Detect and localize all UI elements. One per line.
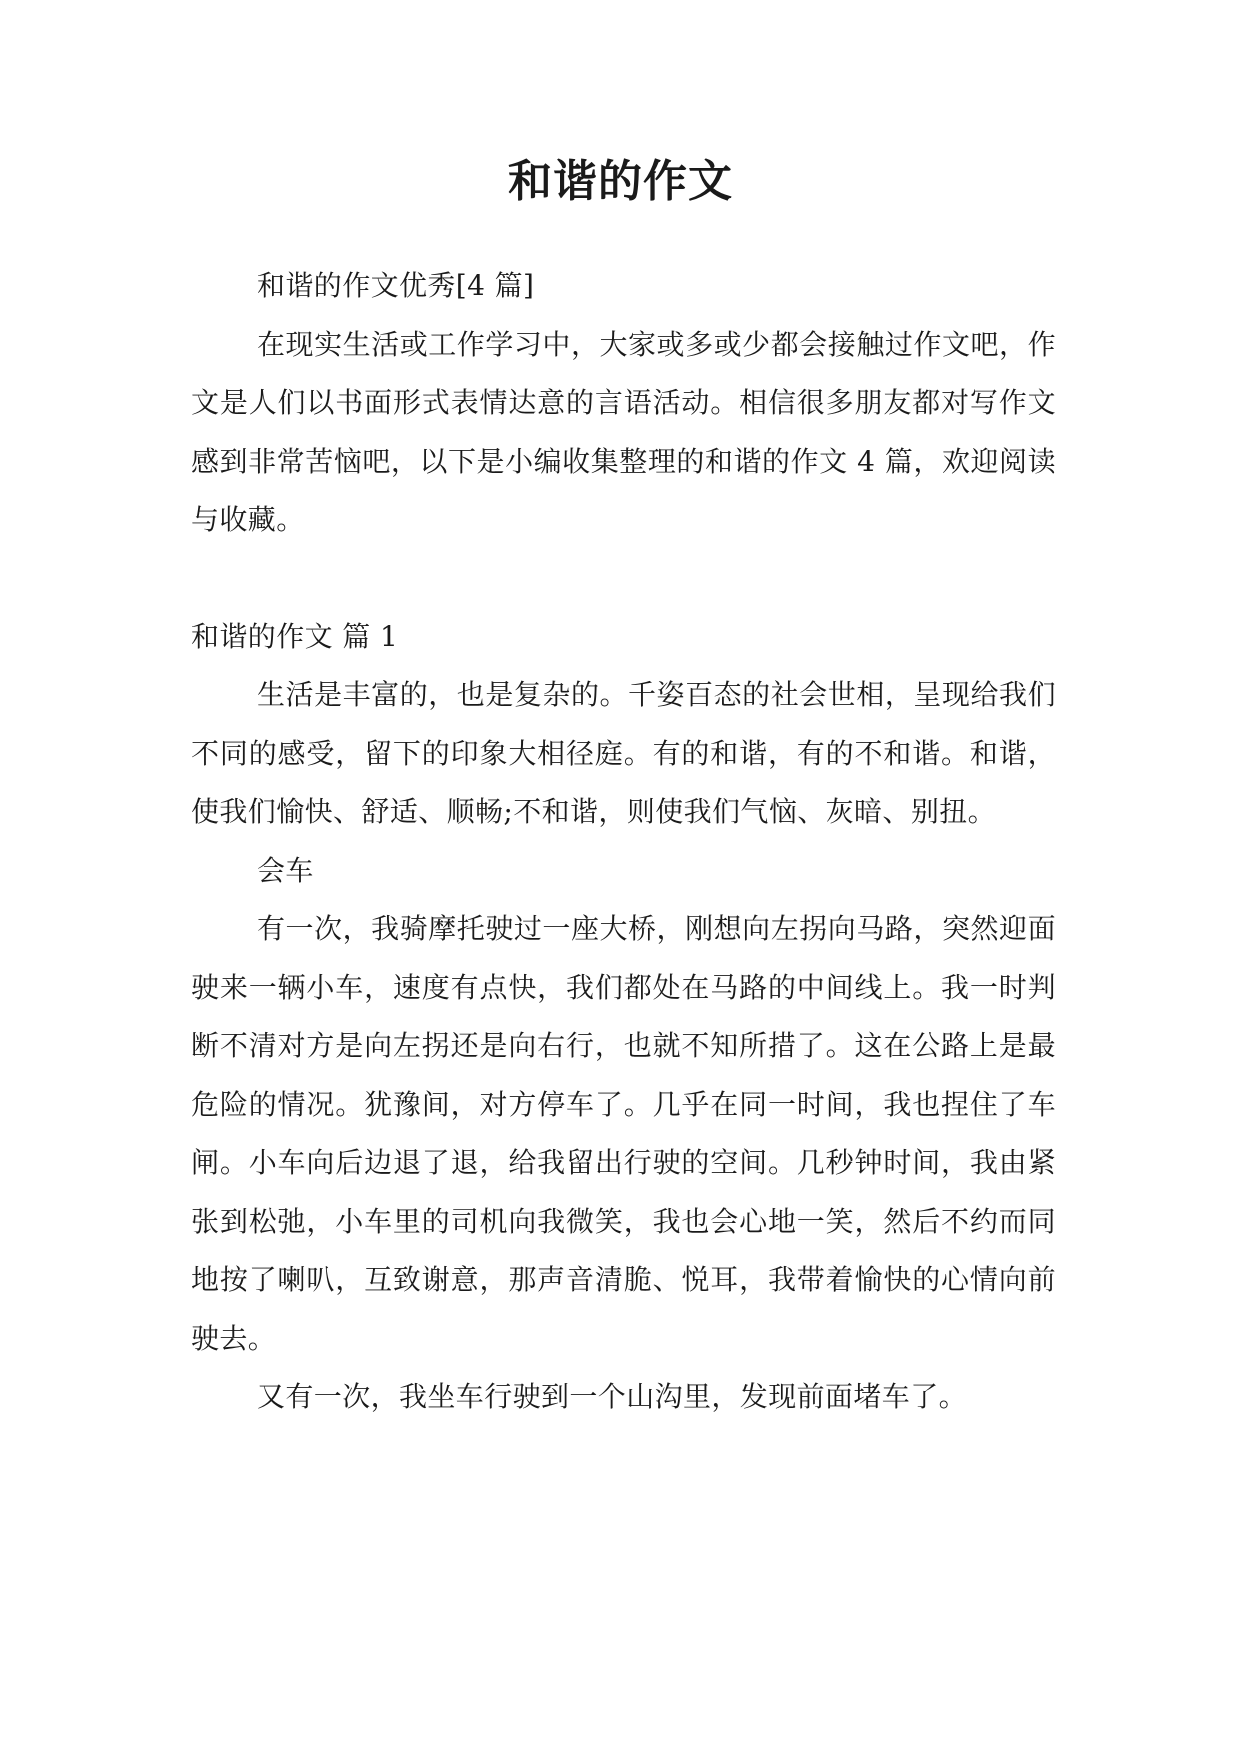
document-subtitle: 和谐的作文优秀[4 篇] (257, 269, 535, 302)
body-paragraph-subheading: 会车 (257, 853, 314, 887)
intro-paragraph: 在现实生活或工作学习中，大家或多或少都会接触过作文吧，作文是人们以书面形式表情达意的言语活动。相信很多朋友都对写作文感到非常苦恼吧，以下是小编收集整理的和谐的作文 4 篇，欢迎阅读与收藏。 (191, 327, 1056, 536)
document-title: 和谐的作文 (508, 156, 733, 207)
body-paragraph: 又有一次，我坐车行驶到一个山沟里，发现前面堵车了。 (257, 1380, 968, 1413)
body-paragraph: 生活是丰富的，也是复杂的。千姿百态的社会世相，呈现给我们不同的感受，留下的印象大相径庭。有的和谐，有的不和谐。和谐，使我们愉快、舒适、顺畅;不和谐，则使我们气恼、灰暗、别扭。 (191, 678, 1056, 828)
document-body (191, 257, 1056, 1427)
section-heading: 和谐的作文 篇 1 (191, 619, 399, 653)
body-paragraph: 有一次，我骑摩托驶过一座大桥，刚想向左拐向马路，突然迎面驶来一辆小车，速度有点快，我们都处在马路的中间线上。我一时判断不清对方是向左拐还是向右行，也就不知所措了。这在公路上是最危险的情况。犹豫间，对方停车了。几乎在同一时间，我也捏住了车闸。小车向后边退了退，给我留出行驶的空间。几秒钟时间，我由紧张到松弛，小车里的司机向我微笑，我也会心地一笑，然后不约而同地按了喇叭，互致谢意，那声音清脆、悦耳，我带着愉快的心情向前驶去。 (191, 912, 1056, 1355)
